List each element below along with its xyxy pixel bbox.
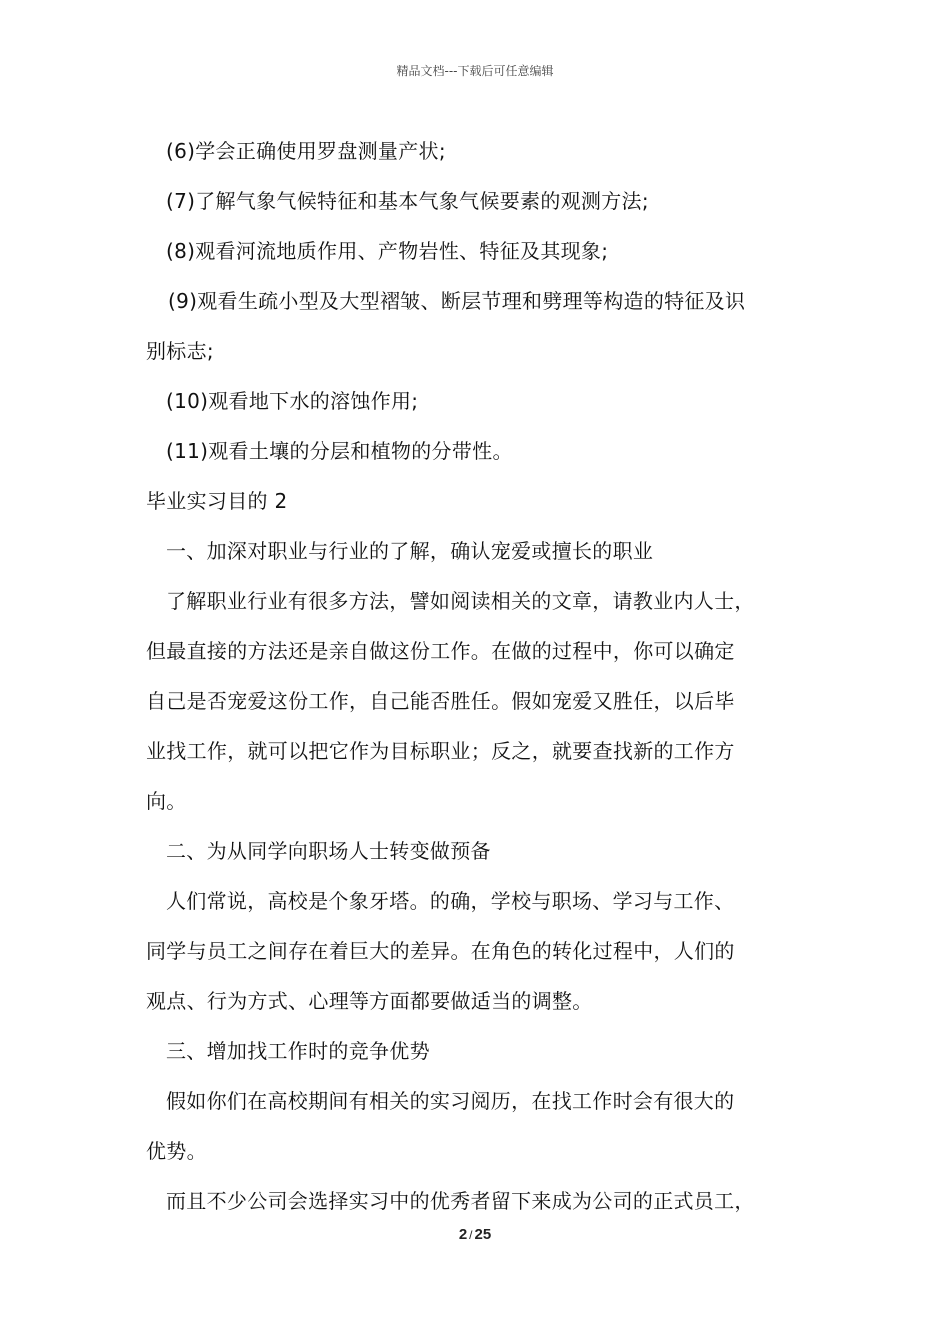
paragraph-line: 优势。 bbox=[146, 1139, 207, 1163]
page-separator: / bbox=[469, 1228, 473, 1242]
list-item: (10)观看地下水的溶蚀作用; bbox=[166, 389, 419, 413]
section-heading: 毕业实习目的 2 bbox=[146, 489, 288, 513]
paragraph-line: 假如你们在高校期间有相关的实习阅历，在找工作时会有很大的 bbox=[166, 1089, 735, 1113]
subsection-heading: 三、增加找工作时的竞争优势 bbox=[166, 1039, 430, 1063]
list-item: (7)了解气象气候特征和基本气象气候要素的观测方法; bbox=[166, 189, 649, 213]
paragraph-line: 人们常说，高校是个象牙塔。的确，学校与职场、学习与工作、 bbox=[166, 889, 735, 913]
paragraph-line: 自己是否宠爱这份工作，自己能否胜任。假如宠爱又胜任，以后毕 bbox=[146, 689, 735, 713]
list-item: (6)学会正确使用罗盘测量产状; bbox=[166, 139, 446, 163]
paragraph-line: 了解职业行业有很多方法，譬如阅读相关的文章，请教业内人士， bbox=[166, 589, 755, 613]
current-page-number: 2 bbox=[458, 1226, 468, 1243]
document-body bbox=[146, 126, 810, 1226]
paragraph-line: 观点、行为方式、心理等方面都要做适当的调整。 bbox=[146, 989, 593, 1013]
paragraph-line: 但最直接的方法还是亲自做这份工作。在做的过程中，你可以确定 bbox=[146, 639, 735, 663]
subsection-heading: 二、为从同学向职场人士转变做预备 bbox=[166, 839, 491, 863]
list-item-continuation: 别标志; bbox=[146, 339, 214, 363]
page-number bbox=[0, 1226, 950, 1243]
paragraph-line: 而且不少公司会选择实习中的优秀者留下来成为公司的正式员工， bbox=[166, 1189, 755, 1213]
paragraph-line: 向。 bbox=[146, 789, 187, 813]
subsection-heading: 一、加深对职业与行业的了解，确认宠爱或擅长的职业 bbox=[166, 539, 654, 563]
total-page-count: 25 bbox=[474, 1226, 492, 1243]
list-item: (9)观看生疏小型及大型褶皱、断层节理和劈理等构造的特征及识 bbox=[168, 289, 746, 313]
list-item: (11)观看土壤的分层和植物的分带性。 bbox=[166, 439, 513, 463]
paragraph-line: 业找工作，就可以把它作为目标职业；反之，就要查找新的工作方 bbox=[146, 739, 735, 763]
page-header: 精品文档---下载后可任意编辑 bbox=[396, 64, 554, 78]
list-item: (8)观看河流地质作用、产物岩性、特征及其现象; bbox=[166, 239, 609, 263]
paragraph-line: 同学与员工之间存在着巨大的差异。在角色的转化过程中，人们的 bbox=[146, 939, 735, 963]
